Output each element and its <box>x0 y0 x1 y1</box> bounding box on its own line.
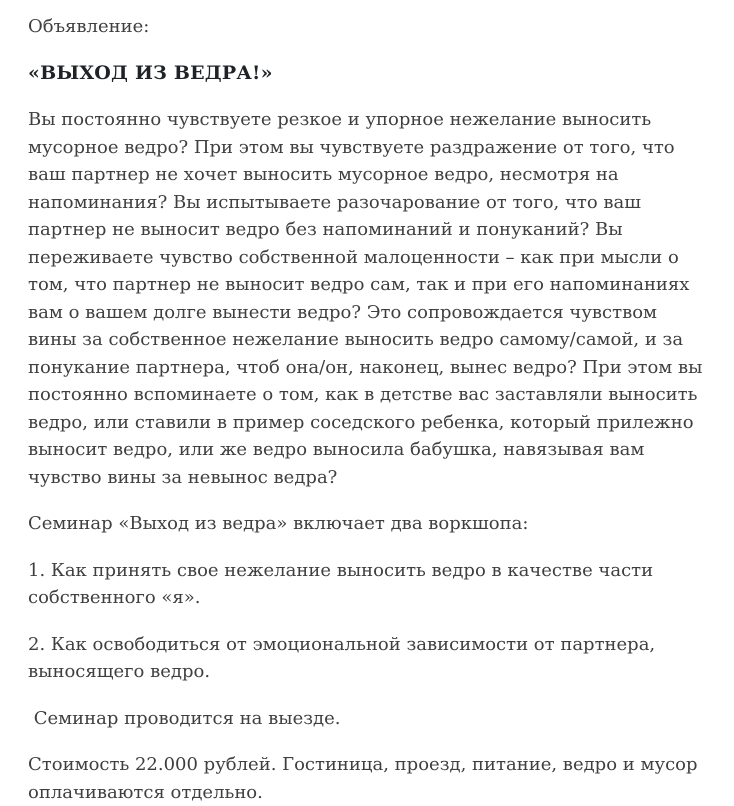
announcement-label: Объявление: <box>28 16 150 37</box>
venue-note: Семинар проводится на выезде. <box>28 707 341 729</box>
price-note: Стоимость 22.000 рублей. Гостиница, проезд, питание, ведро и мусор оплачиваются отдельно. <box>28 754 704 803</box>
body-paragraph: Вы постоянно чувствуете резкое и упорное нежелание выносить мусорное ведро? При этом вы чувствуете раздражение от того, что ваш партнер не хочет выносить мусорное ведро, несмотря на напоминания? Вы испытываете разочарование от того, что ваш партнер не выносит ведро без напоминаний и понуканий? Вы переживаете чувство собственной малоценности – как при мысли о том, что партнер не выносит ведро сам, так и при его напоминаниях вам о вашем долге вынести ведро? Это сопровождается чувством вины за собственное нежелание выносить ведро самому/самой, и за понукание партнера, чтоб она/он, наконец, вынес ведро? При этом вы постоянно вспоминаете о том, как в детстве вас заставляли выносить ведро, или ставили в пример соседского ребенка, который прилежно выносит ведро, или же ведро выносила бабушка, навязывая вам чувство вины за невынос ведра? <box>28 109 709 488</box>
article-title: «ВЫХОД ИЗ ВЕДРА!» <box>28 61 273 84</box>
workshop-item-1: 1. Как принять свое нежелание выносить ведро в качестве части собственного «я». <box>28 559 659 608</box>
workshops-intro: Семинар «Выход из ведра» включает два воркшопа: <box>28 513 529 534</box>
workshop-item-2: 2. Как освободиться от эмоциональной зависимости от партнера, выносящего ведро. <box>28 633 661 682</box>
